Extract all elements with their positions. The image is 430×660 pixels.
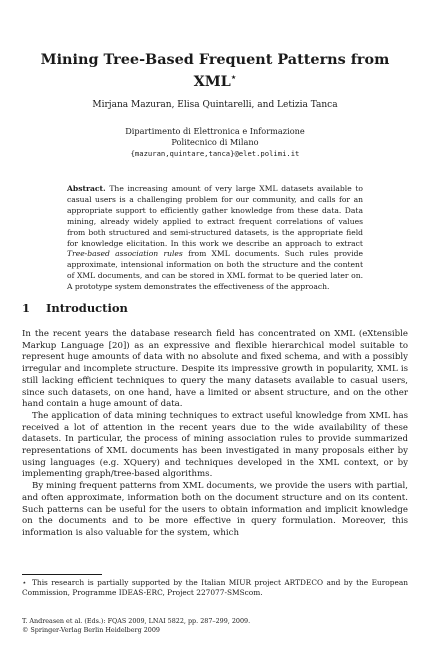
paper-title bbox=[40, 51, 390, 91]
affiliation-department: Dipartimento di Elettronica e Informazione bbox=[125, 126, 305, 136]
abstract bbox=[67, 184, 363, 293]
affiliation bbox=[40, 126, 390, 159]
title-line-2-text: XML bbox=[193, 72, 231, 90]
body-paragraph-3: By mining frequent patterns from XML documents, we provide the users with partial, and often approximate, information both on the document structure and on its content. Such patterns can be useful for the users to obtain information and implicit knowledge on the documents and to be more effective in query formulation. Moreover, this information is also valuable for the system, which bbox=[22, 481, 408, 538]
section-number: 1 bbox=[22, 301, 31, 315]
publication-info bbox=[22, 617, 408, 635]
affiliation-email: {mazuran,quintare,tanca}@elet.polimi.it bbox=[130, 149, 300, 158]
section-title: Introduction bbox=[46, 301, 128, 315]
title-line-2 bbox=[40, 69, 390, 91]
publication-copyright: © Springer-Verlag Berlin Heidelberg 2009 bbox=[22, 626, 160, 634]
body-text bbox=[22, 329, 408, 540]
abstract-emphasis: Tree-based association rules bbox=[67, 249, 183, 259]
title-footnote-mark: ⋆ bbox=[230, 73, 237, 83]
footnote bbox=[22, 578, 408, 598]
footnote-rule bbox=[22, 574, 102, 575]
body-paragraph-1: In the recent years the database research field has concentrated on XML (eXtensible Markup Language [20]) as an expressive and flexible hierarchical model suitable to represent huge amounts of data with no absolute and fixed schema, and with a possibly irregular and incomplete structure. Despite its impressive growth in popularity, XML is still lacking efficient techniques to query the many datasets available to casual users, since such datasets, on one hand, have a limited or absent structure, and on the other hand contain a huge amount of data. bbox=[22, 329, 408, 410]
body-paragraph-2: The application of data mining techniques to extract useful knowledge from XML has received a lot of attention in the recent years due to the wide availability of these datasets. In particular, the process of mining association rules to provide summarized representations of XML documents has been investigated in many proposals either by using languages (e.g. XQuery) and techniques developed in the XML context, or by implementing graph/tree-based algorithms. bbox=[22, 410, 408, 480]
abstract-text-part-2: from XML documents. Such rules provide approximate, intensional information on both the structure and the content of XML documents, and can be stored in XML format to be queried later on. A prototype system demonstrates the effectiveness of the approach. bbox=[67, 249, 364, 292]
title-line-1: Mining Tree-Based Frequent Patterns from bbox=[40, 51, 390, 68]
section-heading bbox=[22, 301, 408, 315]
abstract-text-part-1: The increasing amount of very large XML datasets available to casual users is a challenging problem for our community, and calls for an appropriate support to efficiently gather knowledge from these data. Data mining, already widely applied to extract frequent correlations of values from both structured and semi-structured datasets, is the appropriate field for knowledge elicitation. In this work we describe an approach to extract bbox=[67, 184, 363, 248]
abstract-label: Abstract. bbox=[67, 184, 106, 193]
publication-citation: T. Andreasen et al. (Eds.): FQAS 2009, LNAI 5822, pp. 287–299, 2009. bbox=[22, 617, 251, 625]
footnote-mark: ⋆ bbox=[22, 578, 27, 587]
affiliation-institution: Politecnico di Milano bbox=[171, 137, 259, 147]
author-list: Mirjana Mazuran, Elisa Quintarelli, and Letizia Tanca bbox=[92, 100, 338, 110]
footnote-text: This research is partially supported by the Italian MIUR project ARTDECO and by the European Commission, Programme IDEAS-ERC, Project 227077-SMScom. bbox=[22, 578, 408, 597]
